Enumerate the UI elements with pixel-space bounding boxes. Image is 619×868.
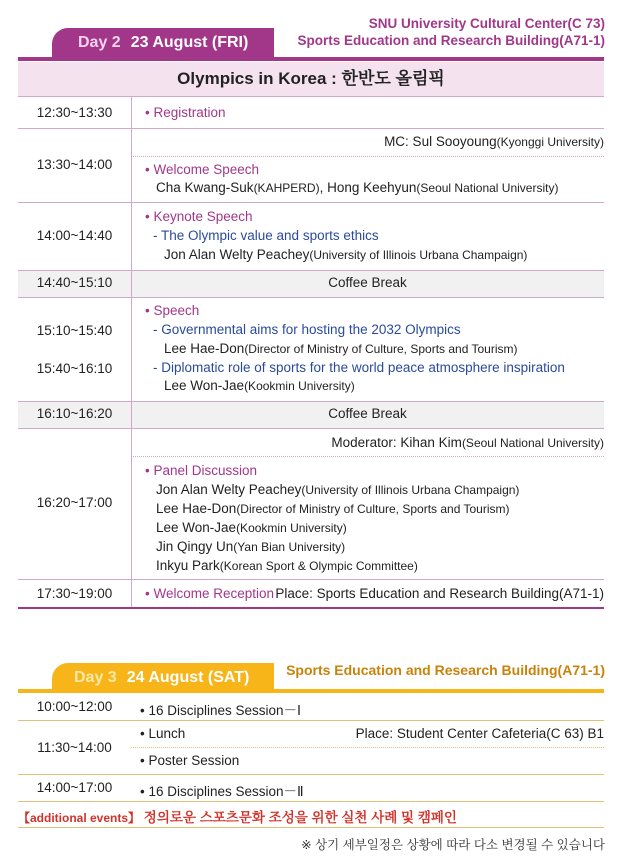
divider — [18, 401, 604, 402]
speaker-name: Jin Qingy Un — [156, 539, 234, 554]
speech-topic-1: - Governmental aims for hosting the 2032 Olympics — [153, 322, 461, 337]
session-1-item: • 16 Disciplines Session－Ⅰ — [140, 703, 302, 718]
speaker-name: Cha Kwang-Suk — [156, 180, 254, 195]
divider — [18, 428, 604, 429]
divider — [18, 128, 604, 129]
day3-venue: Sports Education and Research Building(A71-1) — [286, 662, 605, 678]
day2-venue-line2: Sports Education and Research Building(A71-1) — [297, 33, 605, 48]
day2-venue — [297, 15, 605, 49]
time-slot: 14:40~15:10 — [36, 275, 113, 290]
mc-affiliation: (Kyonggi University) — [496, 135, 604, 149]
additional-events-text: 정의로운 스포츠문화 조성을 위한 실천 사례 및 캠페인 — [140, 810, 457, 825]
moderator-line — [331, 435, 604, 450]
day2-venue-line1: SNU University Cultural Center(C 73) — [368, 16, 605, 31]
speaker-affiliation: (Director of Ministry of Culture, Sports and Tourism) — [236, 502, 510, 516]
speaker-affiliation: (Yan Bian University) — [233, 540, 346, 554]
panel-member — [156, 539, 345, 554]
speaker-affiliation: (KAHPERD) — [253, 181, 320, 195]
day3-header-bar — [18, 689, 604, 693]
speaker-name: Lee Hae-Don — [164, 341, 245, 356]
time-slot: 15:40~16:10 — [36, 361, 113, 376]
divider — [18, 579, 604, 580]
additional-events-tag: 【additional events】 — [18, 811, 141, 825]
speaker-name: Lee Won-Jae — [156, 520, 237, 535]
speaker-name: Lee Hae-Don — [156, 501, 237, 516]
panel-member — [156, 520, 347, 535]
day2-date: 23 August (FRI) — [130, 34, 249, 51]
divider — [18, 774, 604, 775]
speaker-name: Jon Alan Welty Peachey — [164, 247, 310, 262]
speaker-affiliation: (University of Illinois Urbana Champaign) — [301, 483, 520, 497]
panel-member — [156, 482, 519, 497]
lunch-place: Place: Student Center Cafeteria(C 63) B1 — [355, 726, 604, 741]
keynote-speaker — [164, 247, 527, 262]
speech-item: • Speech — [145, 303, 200, 318]
time-slot: 14:00~14:40 — [36, 228, 113, 243]
time-slot: 11:30~14:00 — [37, 740, 112, 755]
speaker-affiliation: (Director of Ministry of Culture, Sports and Tourism) — [244, 342, 518, 356]
speaker-name: Jon Alan Welty Peachey — [156, 482, 302, 497]
speech-speaker-1 — [164, 341, 518, 356]
time-slot: 15:10~15:40 — [36, 323, 113, 338]
keynote-topic: - The Olympic value and sports ethics — [153, 228, 379, 243]
divider — [18, 202, 604, 203]
time-slot: 14:00~17:00 — [36, 780, 113, 795]
divider — [131, 747, 604, 749]
schedule-note: ※ 상기 세부일정은 상황에 따라 다소 변경될 수 있습니다 — [301, 838, 605, 852]
moderator-affiliation: (Seoul National University) — [461, 436, 604, 450]
reception-place: Place: Sports Education and Research Building(A71-1) — [275, 586, 604, 601]
speaker-affiliation: (Kookmin University) — [244, 379, 355, 393]
coffee-break-label: Coffee Break — [328, 406, 407, 421]
day2-label: Day 2 — [78, 34, 121, 51]
day2-header-bar — [18, 57, 604, 61]
speaker-affiliation: (Kookmin University) — [236, 521, 347, 535]
speech-topic-2: - Diplomatic role of sports for the world peace atmosphere inspiration — [153, 360, 565, 375]
divider — [18, 801, 604, 802]
speaker-affiliation: (Korean Sport & Olympic Committee) — [219, 559, 418, 573]
speaker-name: Lee Won-Jae — [164, 378, 245, 393]
lunch-item: • Lunch — [140, 726, 186, 741]
session-title: Olympics in Korea : 한반도 올림픽 — [18, 62, 604, 96]
divider — [18, 827, 604, 828]
divider — [131, 456, 604, 458]
day2-tab — [52, 28, 274, 58]
time-slot: 10:00~12:00 — [36, 699, 113, 714]
divider — [18, 720, 604, 721]
speaker-name: Inkyu Park — [156, 558, 220, 573]
divider — [131, 156, 604, 158]
welcome-speech-item: • Welcome Speech — [145, 162, 260, 177]
time-slot: 17:30~19:00 — [36, 586, 113, 601]
speaker-name: , Hong Keehyun — [319, 180, 417, 195]
panel-member — [156, 558, 418, 573]
reception-item: • Welcome Reception — [145, 586, 275, 601]
divider — [18, 96, 604, 97]
divider — [18, 297, 604, 298]
time-column-divider — [131, 96, 132, 608]
day3-label: Day 3 — [74, 669, 117, 686]
registration-item: • Registration — [145, 105, 226, 120]
panel-member — [156, 501, 510, 516]
session-2-item: • 16 Disciplines Session－Ⅱ — [140, 784, 304, 799]
welcome-speakers — [156, 180, 558, 195]
coffee-break-label: Coffee Break — [328, 275, 407, 290]
panel-discussion-item: • Panel Discussion — [145, 463, 258, 478]
divider — [18, 270, 604, 271]
speaker-affiliation: (University of Illinois Urbana Champaign) — [309, 248, 528, 262]
speech-speaker-2 — [164, 378, 355, 393]
speaker-affiliation: (Seoul National University) — [416, 181, 559, 195]
moderator-name: Moderator: Kihan Kim — [331, 435, 462, 450]
time-slot: 16:10~16:20 — [36, 406, 113, 421]
mc-line — [384, 134, 604, 149]
day3-date: 24 August (SAT) — [126, 669, 250, 686]
additional-events — [18, 806, 457, 826]
time-slot: 12:30~13:30 — [36, 105, 113, 120]
mc-name: MC: Sul Sooyoung — [384, 134, 497, 149]
day2-bottom-rule — [18, 607, 604, 609]
keynote-item: • Keynote Speech — [145, 209, 253, 224]
poster-session-item: • Poster Session — [140, 753, 240, 768]
time-slot: 13:30~14:00 — [36, 157, 113, 172]
time-slot: 16:20~17:00 — [36, 495, 113, 510]
